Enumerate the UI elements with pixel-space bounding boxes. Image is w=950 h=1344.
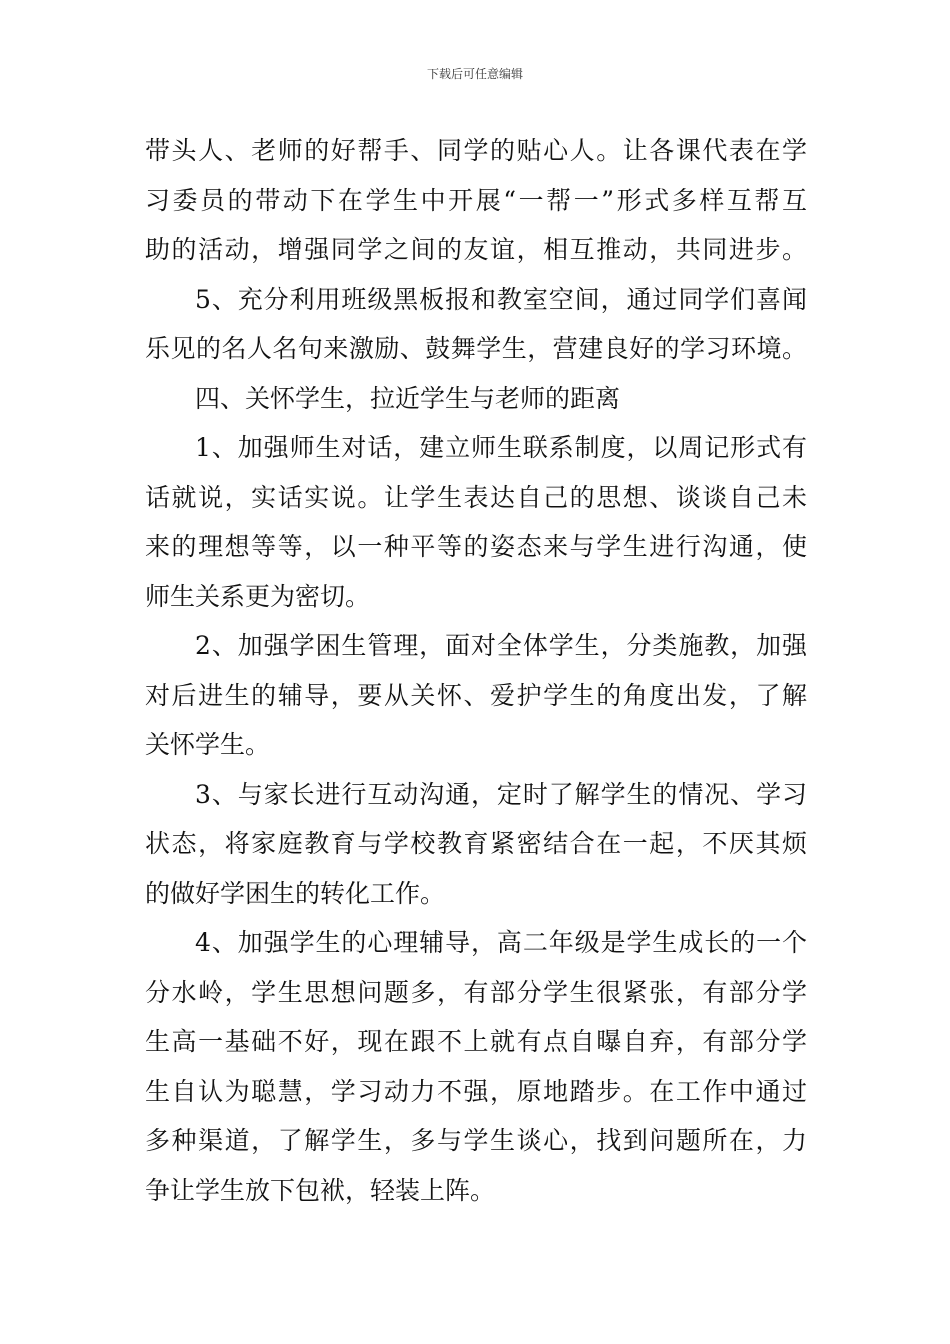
text-line: 多种渠道，了解学生，多与学生谈心，找到问题所在，力 [145, 1126, 807, 1155]
text-line: 对后进生的辅导，要从关怀、爱护学生的角度出发，了解 [145, 680, 807, 710]
text-line: 习委员的带动下在学生中开展“一帮一”形式多样互帮互 [145, 185, 807, 215]
text-line: 状态，将家庭教育与学校教育紧密结合在一起，不厌其烦 [145, 829, 807, 858]
paragraph-first-line: 5、充分利用班级黑板报和教室空间，通过同学们喜闻 [195, 284, 807, 314]
paragraph-first-line: 2、加强学困生管理，面对全体学生，分类施教，加强 [195, 631, 807, 660]
section-heading: 四、关怀学生，拉近学生与老师的距离 [195, 383, 621, 413]
text-line: 的做好学困生的转化工作。 [145, 878, 446, 908]
paragraph-first-line: 1、加强师生对话，建立师生联系制度，以周记形式有 [195, 433, 807, 462]
text-line: 带头人、老师的好帮手、同学的贴心人。让各课代表在学 [145, 136, 807, 165]
text-line: 生自认为聪慧，学习动力不强，原地踏步。在工作中通过 [145, 1076, 807, 1106]
text-line: 生高一基础不好，现在跟不上就有点自曝自弃，有部分学 [145, 1027, 807, 1056]
document-body [145, 126, 807, 1215]
text-line: 师生关系更为密切。 [145, 581, 371, 611]
text-line: 话就说，实话实说。让学生表达自己的思想、谈谈自己未 [145, 482, 807, 512]
text-line: 来的理想等等，以一种平等的姿态来与学生进行沟通，使 [145, 532, 807, 561]
text-line: 助的活动，增强同学之间的友谊，相互推动，共同进步。 [145, 235, 807, 264]
text-line: 关怀学生。 [145, 730, 271, 759]
text-line: 争让学生放下包袱，轻装上阵。 [145, 1175, 496, 1205]
paragraph-first-line: 3、与家长进行互动沟通，定时了解学生的情况、学习 [195, 779, 807, 809]
text-line: 分水岭，学生思想问题多，有部分学生很紧张，有部分学 [145, 977, 807, 1007]
text-line: 乐见的名人名句来激励、鼓舞学生，营建良好的学习环境。 [145, 334, 807, 363]
page-header: 下载后可任意编辑 [426, 67, 523, 81]
paragraph-first-line: 4、加强学生的心理辅导，高二年级是学生成长的一个 [195, 928, 807, 957]
